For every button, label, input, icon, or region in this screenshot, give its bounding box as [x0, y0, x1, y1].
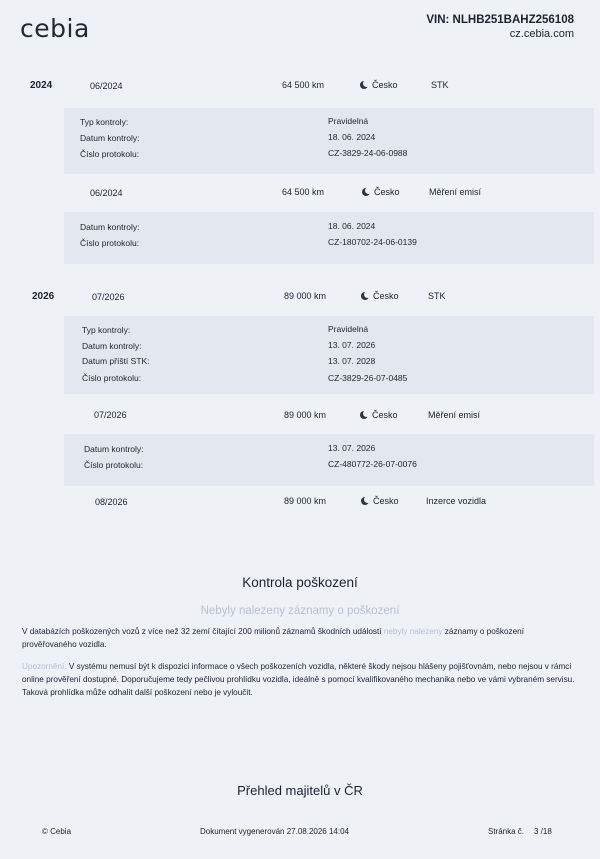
record-type: Inzerce vozidla [426, 496, 487, 506]
record-country: Česko [373, 291, 399, 301]
detail-value: CZ-3829-26-07-0485 [328, 373, 408, 383]
record-date: 08/2026 [95, 497, 128, 507]
record-type: Měření emisí [429, 187, 482, 197]
record-km: 64 500 km [282, 80, 325, 90]
detail-label: Číslo protokolu: [80, 149, 140, 159]
country-flag-icon [362, 188, 370, 196]
record-country: Česko [374, 187, 400, 197]
record-type: STK [431, 80, 449, 90]
detail-label: Typ kontroly: [82, 325, 131, 335]
record-date: 06/2024 [90, 188, 123, 198]
footer-page-number: 3 /18 [534, 827, 552, 836]
detail-label: Číslo protokolu: [82, 373, 142, 383]
record-km: 64 500 km [282, 187, 325, 197]
damage-text-faded: nebyly nalezeny [383, 627, 443, 636]
footer-page-label: Stránka č. [488, 827, 525, 836]
damage-text-before: V databázích poškozených vozů z více než 32 zemí čítající 200 milionů záznamů škodních událostí [22, 627, 384, 636]
vin-number: VIN: NLHB251BAHZ256108 [426, 14, 574, 26]
detail-value: 18. 06. 2024 [328, 221, 376, 231]
warning-paragraph [22, 660, 578, 699]
damage-section-title: Kontrola poškození [242, 575, 358, 590]
detail-label: Datum příští STK: [82, 356, 150, 366]
record-km: 89 000 km [284, 410, 327, 420]
warning-label: Upozornění: [22, 662, 67, 671]
detail-value: 13. 07. 2026 [328, 340, 376, 350]
record-year: 2026 [32, 291, 55, 302]
country-flag-icon [361, 497, 369, 505]
detail-label: Datum kontroly: [82, 341, 142, 351]
record-country: Česko [372, 410, 398, 420]
detail-value: CZ-180702-24-06-0139 [328, 237, 417, 247]
country-flag-icon [361, 292, 369, 300]
detail-value: 18. 06. 2024 [328, 132, 376, 142]
detail-value: 13. 07. 2028 [328, 356, 376, 366]
detail-label: Datum kontroly: [80, 133, 140, 143]
detail-value: Pravidelná [328, 116, 369, 126]
owners-section-title: Přehled majitelů v ČR [237, 783, 363, 798]
footer-generated: Dokument vygenerován 27.08.2026 14:04 [200, 827, 349, 836]
detail-value: CZ-480772-26-07-0076 [328, 459, 417, 469]
country-flag-icon [360, 411, 368, 419]
cebia-logo: cebia [20, 14, 90, 43]
record-date: 06/2024 [90, 81, 123, 91]
record-type: Měření emisí [428, 410, 481, 420]
record-type: STK [428, 291, 446, 301]
detail-label: Typ kontroly: [80, 117, 129, 127]
detail-value: CZ-3829-24-06-0988 [328, 148, 408, 158]
record-year: 2024 [30, 80, 53, 91]
record-km: 89 000 km [284, 291, 327, 301]
damage-result-subtitle: Nebyly nalezeny záznamy o poškození [200, 605, 400, 617]
detail-value: 13. 07. 2026 [328, 443, 376, 453]
website-url: cz.cebia.com [509, 28, 574, 40]
detail-label: Datum kontroly: [80, 222, 140, 232]
country-flag-icon [360, 81, 368, 89]
warning-text: V systému nemusí být k dispozici informace o všech poškozeních vozidla, některé škody nejsou hlášeny pojišťovnám, nebo nejsou v rámci online prověření dostupné. Doporučujeme tedy pečlivou prohlídku vozidla, ideálně s pomocí kvalifikovaného mechanika nebo ve vámi vybraném servisu. Taková prohlídka může odhalit další poškození nebo je vyloučit. [22, 662, 575, 697]
record-country: Česko [372, 80, 398, 90]
record-country: Česko [373, 496, 399, 506]
detail-label: Číslo protokolu: [80, 238, 140, 248]
damage-paragraph [22, 625, 578, 651]
detail-label: Datum kontroly: [84, 444, 144, 454]
record-date: 07/2026 [94, 410, 127, 420]
detail-label: Číslo protokolu: [84, 460, 144, 470]
record-km: 89 000 km [284, 496, 327, 506]
footer-copyright: © Cebia [42, 827, 72, 836]
detail-value: Pravidelná [328, 324, 369, 334]
record-date: 07/2026 [92, 292, 125, 302]
damage-text-after: záznamy o poškození prověřovaného vozidla. [22, 627, 524, 649]
